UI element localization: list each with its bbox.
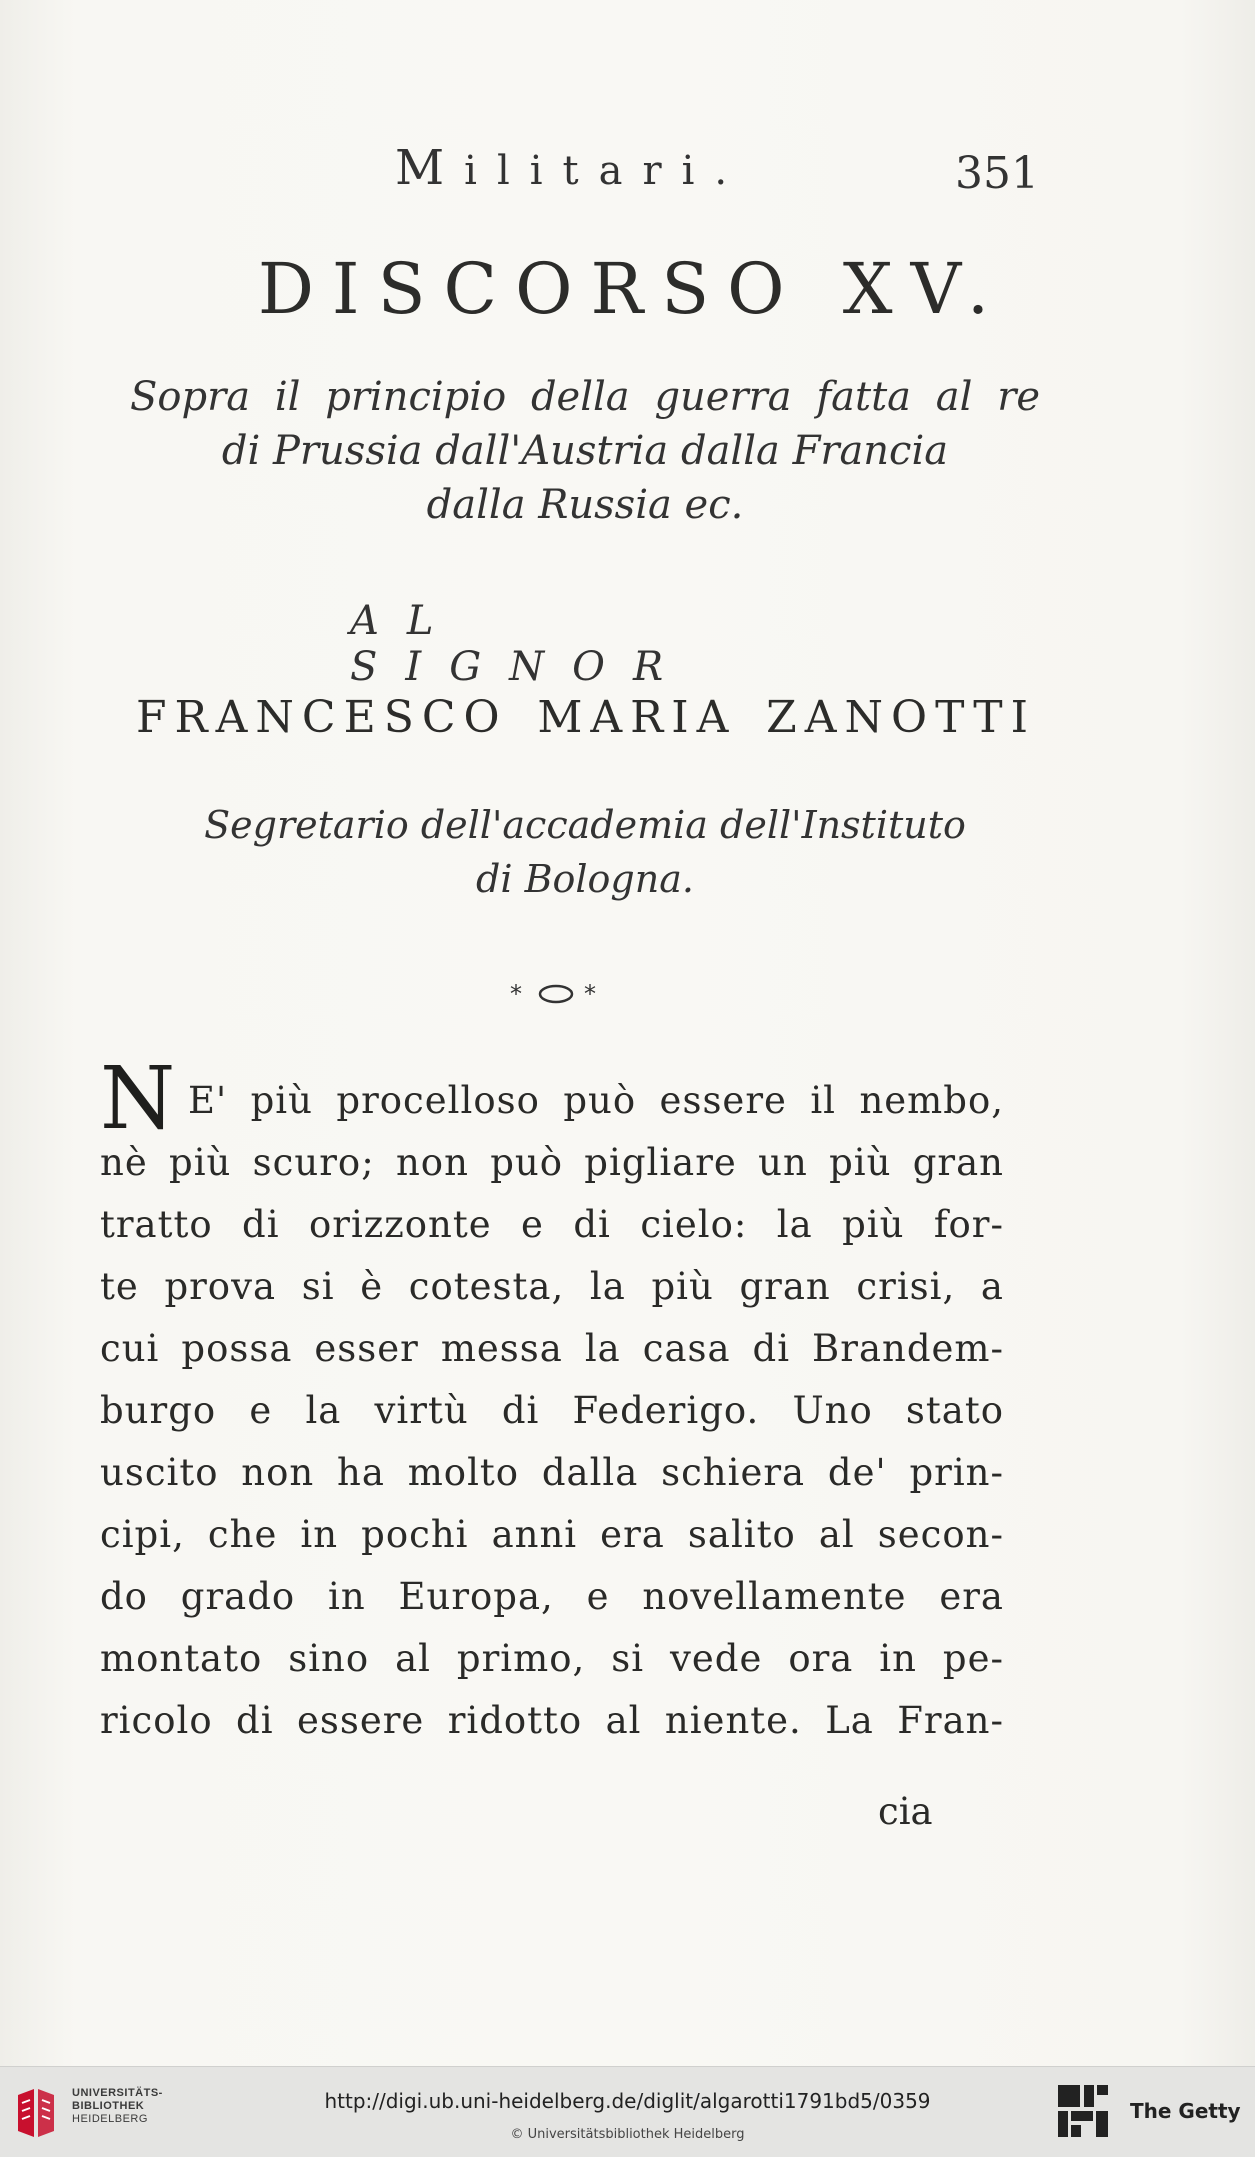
university-name-line: BIBLIOTHEK: [72, 2100, 145, 2112]
body-line-text: E' più procelloso può essere il nembo,: [188, 1079, 1004, 1122]
svg-text:*: *: [510, 980, 522, 1008]
university-name-line: UNIVERSITÄTS-: [72, 2087, 163, 2099]
partner-name: The Getty: [1130, 2099, 1241, 2123]
dedication-salutation: AL SIGNOR: [350, 598, 692, 690]
body-text: [100, 1049, 1004, 1752]
running-head-text: ilitari.: [464, 148, 748, 194]
body-line: tratto di orizzonte e di cielo: la più for-: [100, 1203, 1004, 1246]
chapter-subtitle: [130, 370, 1040, 532]
drop-cap: N: [100, 1049, 177, 1149]
body-line: uscito non ha molto dalla schiera de' prin-: [100, 1451, 1004, 1494]
body-line: burgo e la virtù di Federigo. Uno stato: [100, 1389, 1004, 1432]
dedicatee-name: FRANCESCO MARIA ZANOTTI: [136, 692, 1036, 743]
body-line: te prova si è cotesta, la più gran crisi, a: [100, 1265, 1004, 1308]
university-name-line: HEIDELBERG: [72, 2113, 148, 2125]
catchword: cia: [878, 1790, 933, 1833]
copyright-notice: © Universitätsbibliothek Heidelberg: [510, 2127, 745, 2142]
chapter-title: DISCORSO XV.: [257, 248, 1008, 330]
page-number: 351: [955, 148, 1039, 199]
body-line: do grado in Europa, e novellamente era: [100, 1575, 1004, 1618]
body-line: ricolo di essere ridotto al niente. La Fran-: [100, 1699, 1004, 1742]
permalink-url[interactable]: http://digi.ub.uni-heidelberg.de/diglit/algarotti1791bd5/0359: [324, 2089, 931, 2113]
body-line: cui possa esser messa la casa di Brandem-: [100, 1327, 1004, 1370]
running-head-initial: M: [395, 140, 465, 196]
running-head: [395, 140, 747, 196]
svg-text:*: *: [584, 980, 596, 1008]
body-line: cipi, che in pochi anni era salito al secon-: [100, 1513, 1004, 1556]
getty-logo-icon: [1056, 2083, 1110, 2141]
dedicatee-role-line: Segretario dell'accademia dell'Instituto: [204, 803, 966, 847]
subtitle-line: Sopra il principio della guerra fatta al re: [130, 374, 1040, 420]
body-line: montato sino al primo, si vede ora in pe-: [100, 1637, 1004, 1680]
subtitle-line: di Prussia dall'Austria dalla Francia: [221, 428, 949, 474]
subtitle-line: dalla Russia ec.: [426, 482, 744, 528]
body-line: nè più scuro; non può pigliare un più gran: [100, 1141, 1004, 1184]
body-line: [100, 1049, 1004, 1149]
dedicatee-role-line: di Bologna.: [476, 857, 694, 901]
ornament-icon: [508, 978, 604, 1008]
footer-bar: [0, 2066, 1255, 2157]
dedicatee-role: [160, 798, 1010, 906]
